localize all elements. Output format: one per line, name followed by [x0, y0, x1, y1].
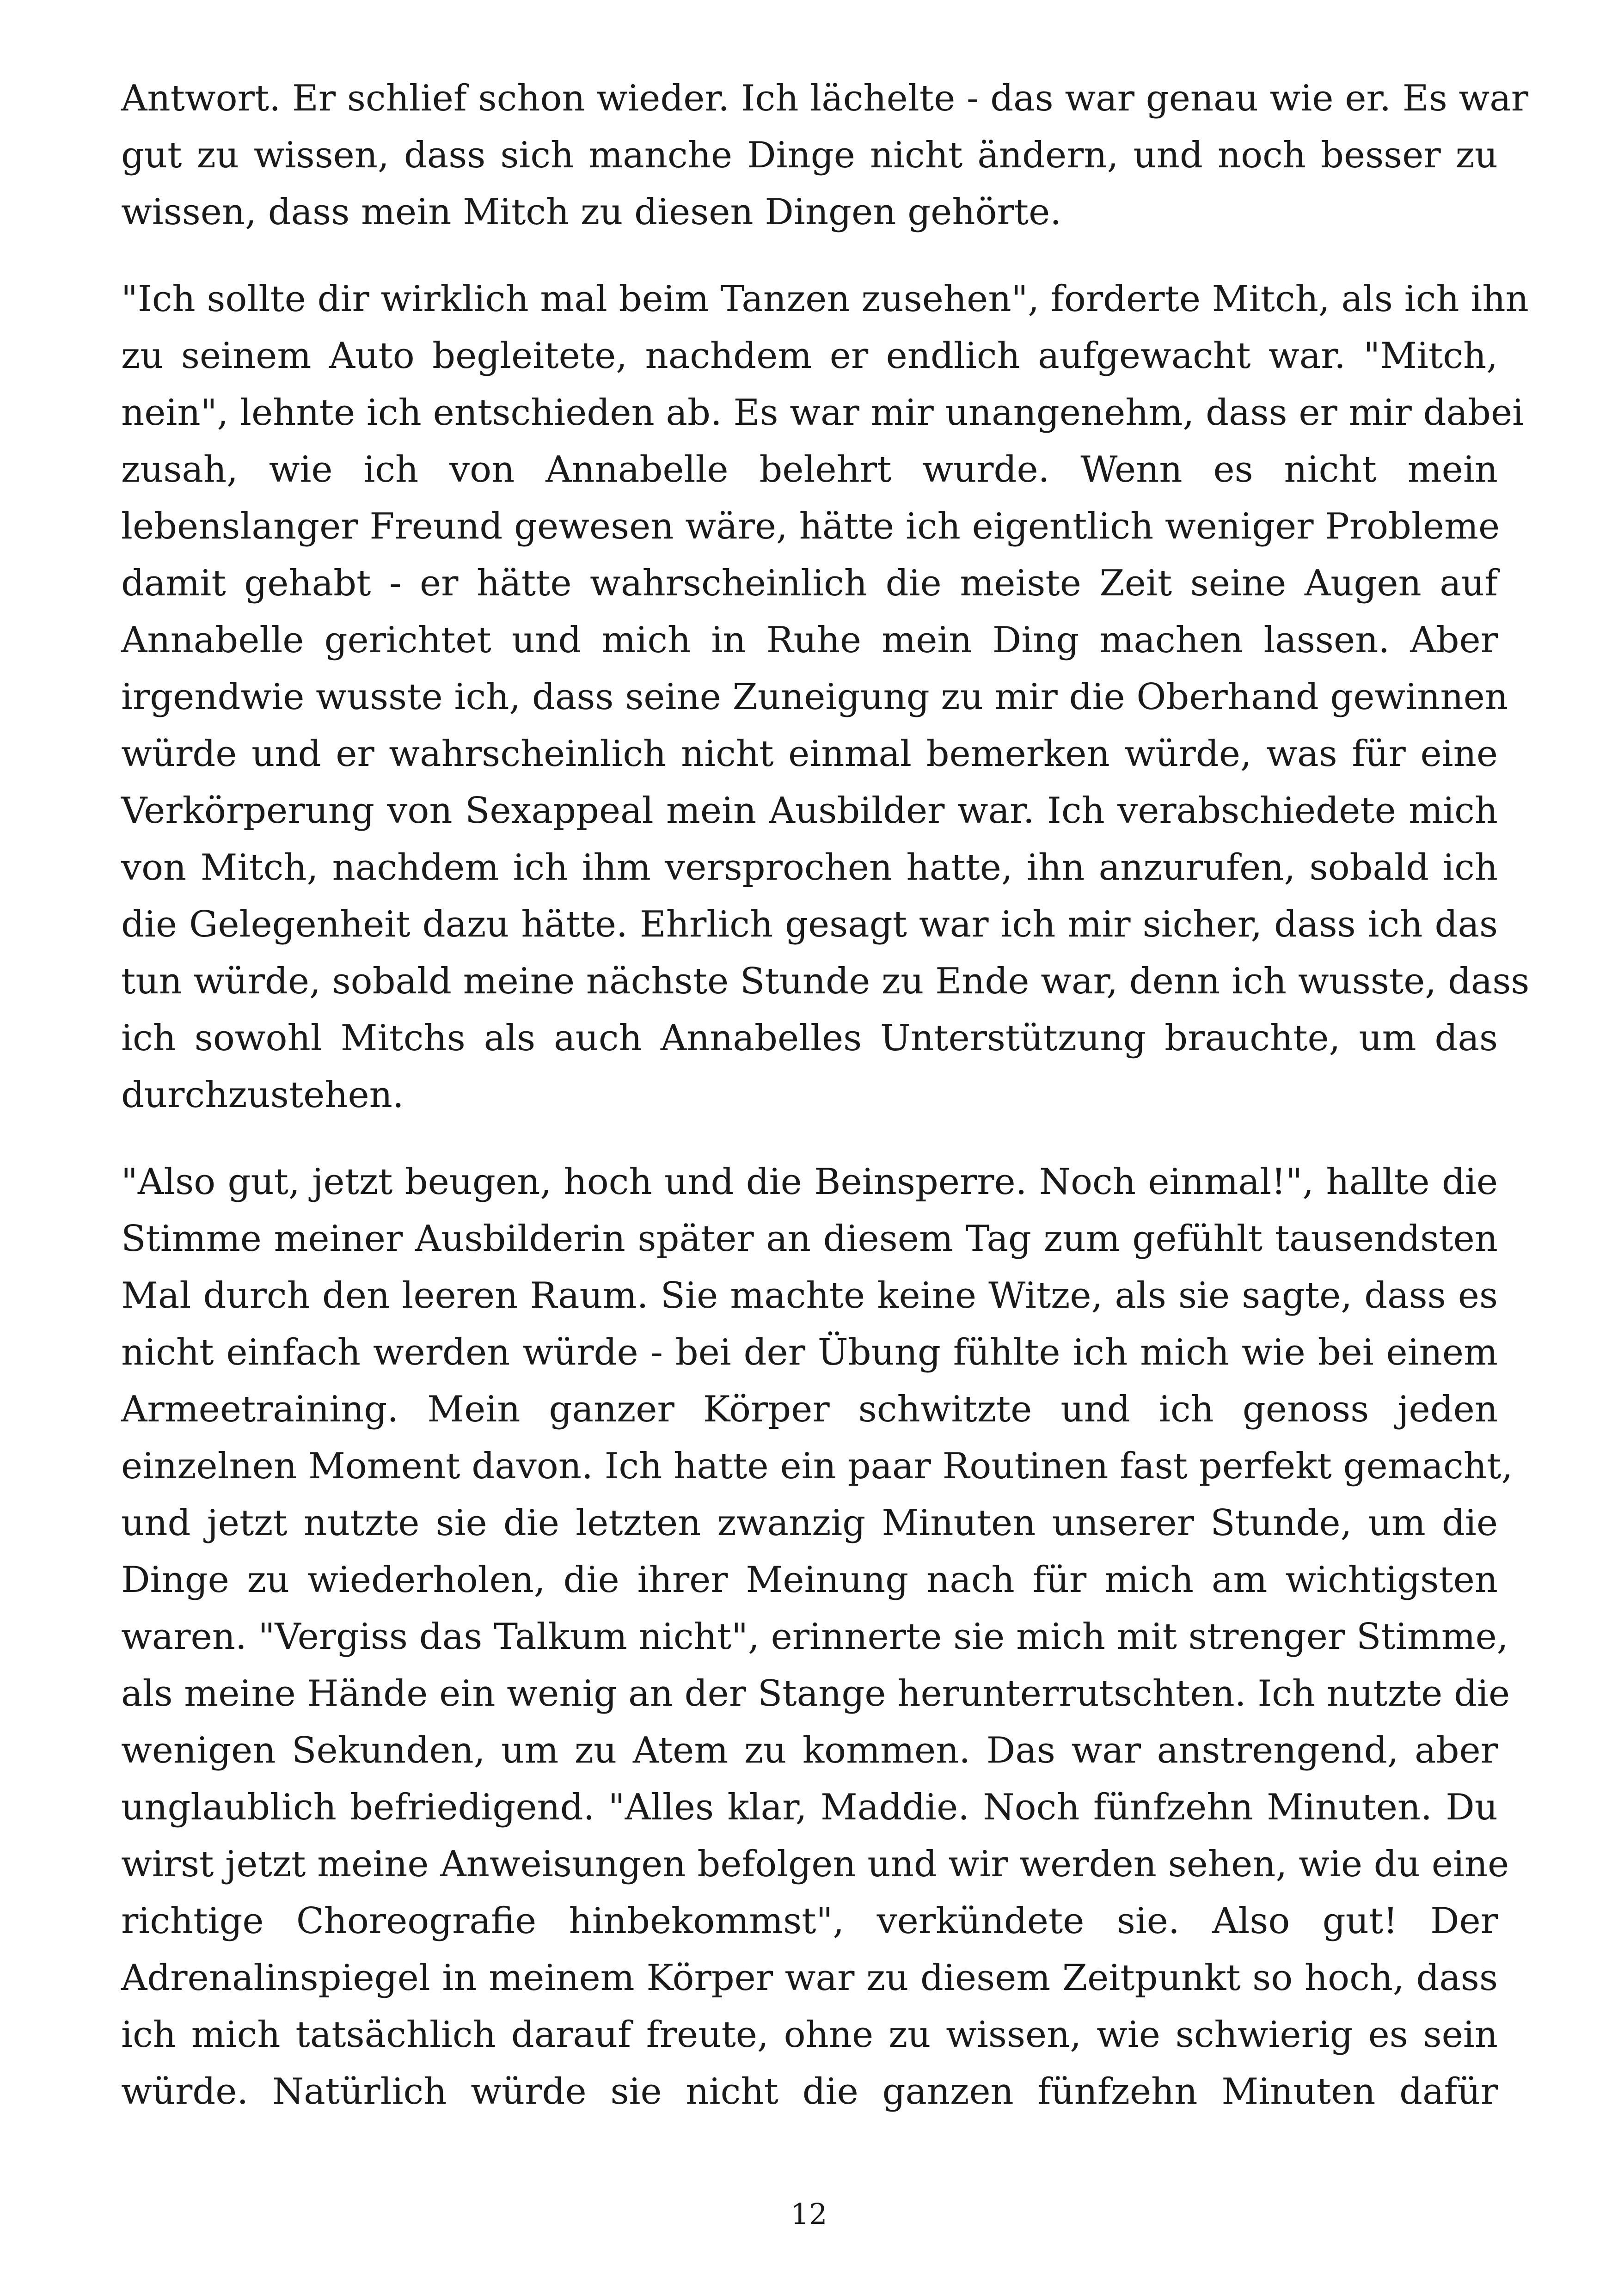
text-line: gut zu wissen, dass sich manche Dinge nicht ändern, und noch besser zu	[121, 135, 1498, 176]
text-line: Annabelle gerichtet und mich in Ruhe mein Ding machen lassen. Aber	[121, 619, 1498, 661]
text-line: wenigen Sekunden, um zu Atem zu kommen. Das war anstrengend, aber	[121, 1730, 1498, 1771]
page-text	[121, 70, 1530, 2150]
text-line: zusah, wie ich von Annabelle belehrt wurde. Wenn es nicht mein	[121, 449, 1498, 490]
text-line: zu seinem Auto begleitete, nachdem er endlich aufgewacht war. "Mitch,	[121, 335, 1498, 377]
text-line: lebenslanger Freund gewesen wäre, hätte ich eigentlich weniger Probleme	[121, 506, 1500, 547]
paragraph-1	[121, 70, 1529, 241]
text-line: wirst jetzt meine Anweisungen befolgen und wir werden sehen, wie du eine	[121, 1843, 1509, 1885]
text-line: von Mitch, nachdem ich ihm versprochen hatte, ihn anzurufen, sobald ich	[121, 847, 1498, 888]
text-line: durchzustehen.	[121, 1074, 404, 1116]
text-line: damit gehabt - er hätte wahrscheinlich die meiste Zeit seine Augen auf	[121, 563, 1498, 604]
text-line: und jetzt nutzte sie die letzten zwanzig Minuten unserer Stunde, um die	[121, 1502, 1498, 1544]
text-line: tun würde, sobald meine nächste Stunde zu Ende war, denn ich wusste, dass	[121, 961, 1530, 1002]
text-line: waren. "Vergiss das Talkum nicht", erinnerte sie mich mit strenger Stimme,	[121, 1616, 1508, 1658]
text-line: Stimme meiner Ausbilderin später an diesem Tag zum gefühlt tausendsten	[121, 1218, 1498, 1260]
text-line: Dinge zu wiederholen, die ihrer Meinung nach für mich am wichtigsten	[121, 1559, 1498, 1601]
text-line: richtige Choreografie hinbekommst", verkündete sie. Also gut! Der	[121, 1900, 1498, 1942]
page-number: 12	[791, 2197, 827, 2231]
paragraph-3	[121, 1154, 1513, 2120]
text-line: Verkörperung von Sexappeal mein Ausbilder war. Ich verabschiedete mich	[121, 790, 1498, 832]
paragraph-2	[121, 271, 1530, 1124]
text-line: ich sowohl Mitchs als auch Annabelles Unterstützung brauchte, um das	[121, 1017, 1498, 1059]
text-line: wissen, dass mein Mitch zu diesen Dingen gehörte.	[121, 191, 1062, 233]
text-line: nicht einfach werden würde - bei der Übung fühlte ich mich wie bei einem	[121, 1332, 1498, 1373]
text-line: einzelnen Moment davon. Ich hatte ein paar Routinen fast perfekt gemacht,	[121, 1445, 1513, 1487]
text-line: unglaublich befriedigend. "Alles klar, Maddie. Noch fünfzehn Minuten. Du	[121, 1787, 1498, 1828]
text-line: Antwort. Er schlief schon wieder. Ich lächelte - das war genau wie er. Es war	[121, 78, 1529, 119]
text-line: Mal durch den leeren Raum. Sie machte keine Witze, als sie sagte, dass es	[121, 1275, 1498, 1316]
text-line: Armeetraining. Mein ganzer Körper schwitzte und ich genoss jeden	[121, 1389, 1498, 1430]
text-line: ich mich tatsächlich darauf freute, ohne zu wissen, wie schwierig es sein	[121, 2014, 1498, 2056]
text-line: "Also gut, jetzt beugen, hoch und die Beinsperre. Noch einmal!", hallte die	[121, 1161, 1498, 1203]
text-line: als meine Hände ein wenig an der Stange herunterrutschten. Ich nutzte die	[121, 1673, 1510, 1714]
text-line: Adrenalinspiegel in meinem Körper war zu diesem Zeitpunkt so hoch, dass	[121, 1957, 1498, 1999]
text-line: würde. Natürlich würde sie nicht die ganzen fünfzehn Minuten dafür	[121, 2071, 1498, 2112]
text-line: die Gelegenheit dazu hätte. Ehrlich gesagt war ich mir sicher, dass ich das	[121, 904, 1498, 945]
text-line: würde und er wahrscheinlich nicht einmal bemerken würde, was für eine	[121, 733, 1498, 775]
text-line: irgendwie wusste ich, dass seine Zuneigung zu mir die Oberhand gewinnen	[121, 676, 1508, 718]
text-line: nein", lehnte ich entschieden ab. Es war mir unangenehm, dass er mir dabei	[121, 392, 1524, 434]
text-line: "Ich sollte dir wirklich mal beim Tanzen zusehen", forderte Mitch, als ich ihn	[121, 278, 1529, 320]
